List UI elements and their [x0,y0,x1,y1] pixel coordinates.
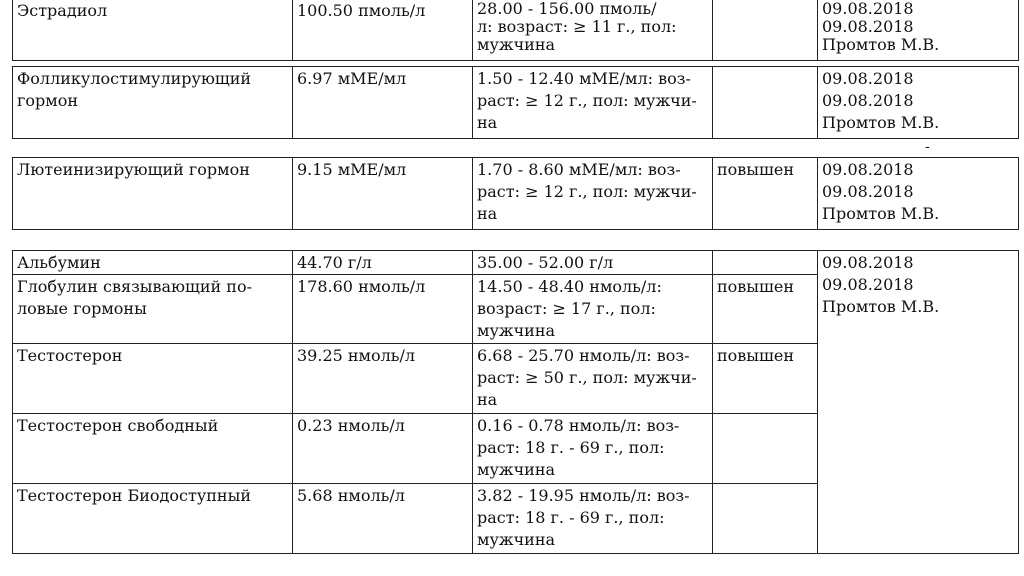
date-signature: 09.08.2018 09.08.2018 Промтов М.В. [818,251,1019,554]
flag [713,0,818,61]
flag: повышен [713,158,818,230]
lab-block-estradiol [12,0,1018,61]
table-row [13,251,1019,275]
date-signature: 09.08.2018 09.08.2018 Промтов М.В. [818,158,1019,230]
flag: повышен [713,344,818,414]
results-table [12,250,1019,554]
flag: повышен [713,275,818,344]
test-name: Глобулин связывающий по- ловые гормоны [13,275,293,344]
table-row [13,158,1019,230]
lab-block-lh [12,157,1018,230]
test-value: 44.70 г/л [293,251,473,275]
test-name: Эстрадиол [13,0,293,61]
reference-range: 14.50 - 48.40 нмоль/л: возраст: ≥ 17 г., пол: мужчина [473,275,713,344]
table-row [13,0,1019,61]
test-value: 178.60 нмоль/л [293,275,473,344]
reference-range: 0.16 - 0.78 нмоль/л: воз- раст: 18 г. - 69 г., пол: мужчина [473,414,713,484]
test-value: 39.25 нмоль/л [293,344,473,414]
test-value: 100.50 пмоль/л [293,0,473,61]
separator-mark: - [925,139,930,155]
results-table [12,0,1019,61]
test-value: 9.15 мМЕ/мл [293,158,473,230]
test-name: Фолликулостимулирующий гормон [13,67,293,139]
test-value: 6.97 мМЕ/мл [293,67,473,139]
reference-range: 35.00 - 52.00 г/л [473,251,713,275]
test-name: Лютеинизирующий гормон [13,158,293,230]
test-name: Альбумин [13,251,293,275]
reference-range: 1.50 - 12.40 мМЕ/мл: воз- раст: ≥ 12 г., пол: мужчи- на [473,67,713,139]
test-name: Тестостерон свободный [13,414,293,484]
reference-range: 28.00 - 156.00 пмоль/ л: возраст: ≥ 11 г., пол: мужчина [473,0,713,61]
test-name: Тестостерон Биодоступный [13,484,293,554]
flag [713,414,818,484]
reference-range: 3.82 - 19.95 нмоль/л: воз- раст: 18 г. - 69 г., пол: мужчина [473,484,713,554]
results-table [12,66,1019,139]
test-name: Тестостерон [13,344,293,414]
flag [713,484,818,554]
flag [713,251,818,275]
test-value: 5.68 нмоль/л [293,484,473,554]
lab-block-fsh [12,66,1018,139]
lab-block-hormones [12,250,1018,554]
reference-range: 1.70 - 8.60 мМЕ/мл: воз- раст: ≥ 12 г., пол: мужчи- на [473,158,713,230]
date-signature: 09.08.2018 09.08.2018 Промтов М.В. [818,67,1019,139]
results-table [12,157,1019,230]
date-signature: 09.08.2018 09.08.2018 Промтов М.В. [818,0,1019,61]
table-row [13,67,1019,139]
flag [713,67,818,139]
test-value: 0.23 нмоль/л [293,414,473,484]
reference-range: 6.68 - 25.70 нмоль/л: воз- раст: ≥ 50 г., пол: мужчи- на [473,344,713,414]
